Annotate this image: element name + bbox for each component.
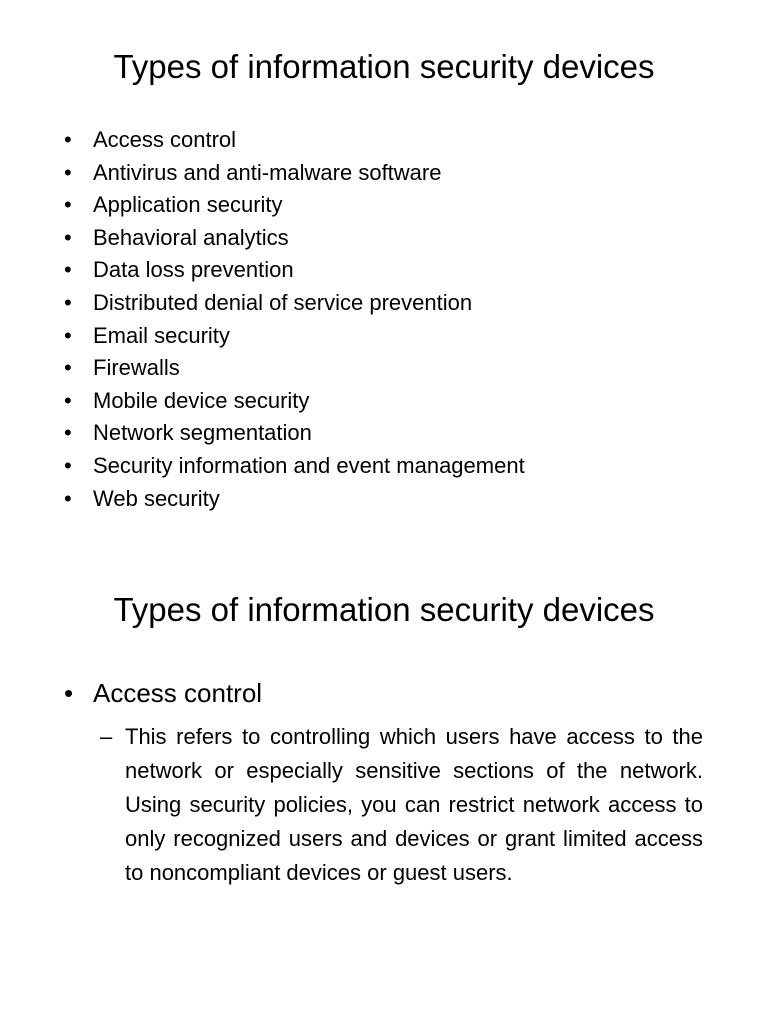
list-item: [64, 320, 525, 353]
description-text: This refers to controlling which users have access to the network or especially sensitive sections of the network. Using security policies, you can restrict network access to only recognized users and devices or grant limited access to noncompliant devices or guest users.: [125, 724, 703, 885]
list-item-label: Security information and event management: [93, 452, 525, 478]
list-item: [64, 673, 262, 713]
dash-icon: –: [100, 724, 113, 749]
sub-bullet: [100, 720, 703, 890]
list-item-label: Network segmentation: [93, 420, 312, 446]
slide-2: [0, 545, 768, 1024]
list-item-label: Mobile device security: [93, 387, 310, 413]
bullet-icon: •: [64, 192, 72, 218]
list-item-label: Application security: [93, 192, 283, 218]
bullet-icon: •: [64, 322, 72, 348]
list-item: [64, 352, 525, 385]
list-item: [64, 124, 525, 157]
list-item: [64, 222, 525, 255]
bullet-icon: •: [64, 452, 72, 478]
bullet-icon: •: [64, 420, 72, 446]
bullet-icon: •: [64, 159, 72, 185]
bullet-icon: •: [64, 257, 72, 283]
list-item-label: Web security: [93, 485, 220, 511]
list-item-label: Behavioral analytics: [93, 224, 289, 250]
bullet-icon: •: [64, 387, 72, 413]
bullet-icon: •: [64, 678, 74, 708]
bullet-icon: •: [64, 289, 72, 315]
list-item-label: Data loss prevention: [93, 257, 294, 283]
list-item-label: Email security: [93, 322, 230, 348]
bullet-list: [64, 124, 525, 515]
list-item: [64, 189, 525, 222]
list-item: [64, 385, 525, 418]
bullet-icon: •: [64, 224, 72, 250]
list-item: [64, 450, 525, 483]
list-item-label: Distributed denial of service prevention: [93, 289, 473, 315]
bullet-icon: •: [64, 127, 72, 152]
list-item: [64, 287, 525, 320]
list-item-label: Access control: [93, 127, 237, 152]
bullet-icon: •: [64, 355, 72, 381]
slide-title: Types of information security devices: [113, 48, 655, 85]
list-item-label: Access control: [93, 678, 263, 708]
slide-title: Types of information security devices: [113, 591, 655, 628]
list-item: [64, 417, 525, 450]
list-item: [64, 254, 525, 287]
list-item-label: Firewalls: [93, 355, 180, 381]
list-item-label: Antivirus and anti-malware software: [93, 159, 442, 185]
list-item: [64, 157, 525, 190]
list-item: [64, 483, 525, 516]
bullet-icon: •: [64, 485, 72, 511]
